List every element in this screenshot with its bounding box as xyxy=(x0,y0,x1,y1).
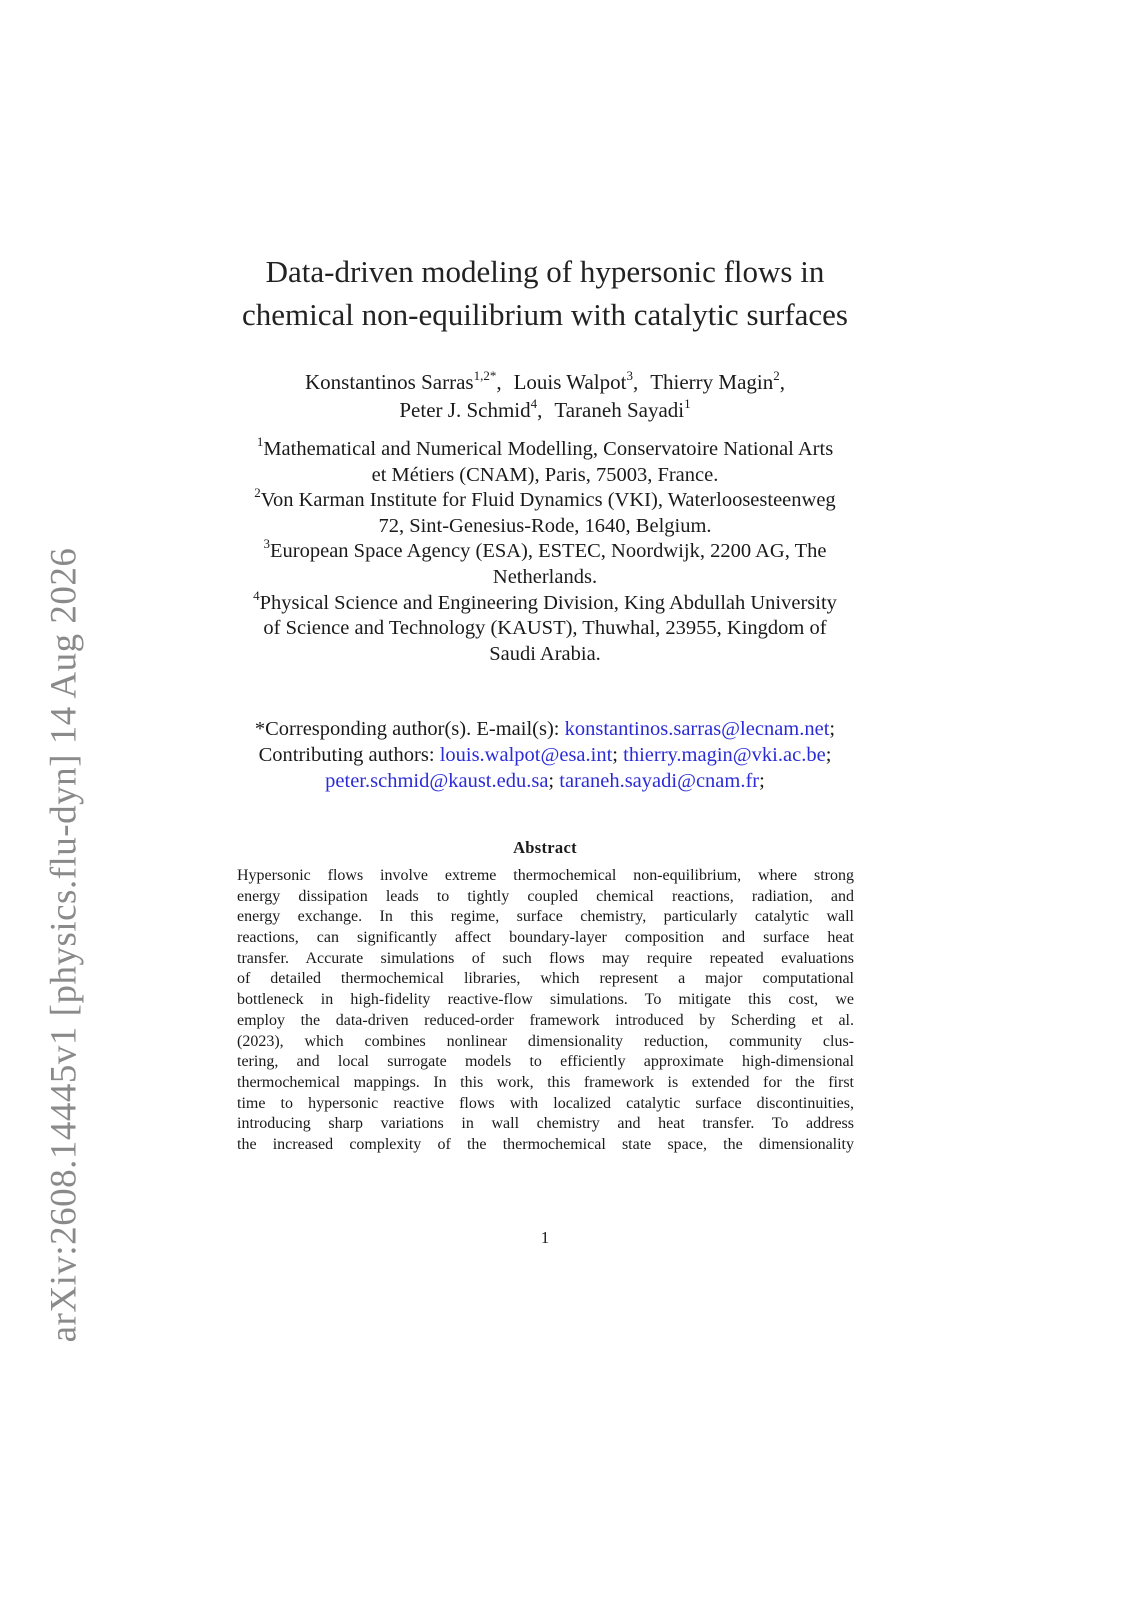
email-link[interactable]: louis.walpot@esa.int xyxy=(439,744,613,766)
correspondence-block: *Corresponding author(s). E-mail(s): konstantinos.sarras@lecnam.net; Contributing authors: louis.walpot@esa.int; thierry.magin@vki.ac.be; peter.schmid@kaust.edu.sa; taraneh.sayadi@cnam.fr; xyxy=(254,718,836,792)
author-affil-sup: 1 xyxy=(684,396,691,411)
author-name: Thierry Magin xyxy=(650,370,774,394)
arxiv-side-stamp: arXiv:2608.14445v1 [physics.flu-dyn] 14 Aug 2026 xyxy=(43,547,85,1343)
affiliation xyxy=(0,485,1090,539)
affiliation-line: 72, Sint-Genesius-Rode, 1640, Belgium. xyxy=(378,514,712,537)
author-name: Louis Walpot xyxy=(513,370,627,394)
abstract-line: energy exchange. In this regime, surface chemistry, particularly catalytic wall xyxy=(237,908,854,926)
author-line: Konstantinos Sarras$^{1,2*}$, Louis Walpot$^3$, Thierry Magin$^2$, xyxy=(305,368,785,394)
affiliation-line: Saudi Arabia. xyxy=(489,642,601,665)
abstract-line: employ the data-driven reduced-order framework introduced by Scherding et al. xyxy=(237,1011,854,1029)
contributing-label: Contributing authors: xyxy=(258,744,435,766)
abstract-line: tering, and local surrogate models to efficiently approximate high-dimensional xyxy=(237,1053,854,1071)
author-affil-sup: 2 xyxy=(773,368,780,383)
title-line: chemical non-equilibrium with catalytic surfaces xyxy=(242,297,848,332)
affiliation-line: Physical Science and Engineering Division, King Abdullah University xyxy=(259,591,837,614)
abstract-heading: Abstract xyxy=(513,838,577,857)
abstract-line: energy dissipation leads to tightly coupled chemical reactions, radiation, and xyxy=(237,887,854,905)
author-affil-sup: 3 xyxy=(626,368,633,383)
abstract-line: reactions, can significantly affect boundary-layer composition and surface heat xyxy=(237,929,854,947)
abstract-line: Hypersonic flows involve extreme thermochemical non-equilibrium, where strong xyxy=(237,867,854,884)
affiliation xyxy=(0,434,1090,488)
email-link[interactable]: peter.schmid@kaust.edu.sa xyxy=(325,770,549,792)
affiliation-sup: 2 xyxy=(254,485,261,501)
author-name: Konstantinos Sarras xyxy=(305,370,474,394)
abstract-line: introducing sharp variations in wall chemistry and heat transfer. To address xyxy=(237,1115,854,1133)
abstract-line: of detailed thermochemical libraries, which represent a major computational xyxy=(237,970,854,988)
affiliation-line: Mathematical and Numerical Modelling, Conservatoire National Arts xyxy=(263,438,834,460)
abstract-line: transfer. Accurate simulations of such flows may require repeated evaluations xyxy=(237,949,854,967)
affiliation-line: et Métiers (CNAM), Paris, 75003, France. xyxy=(371,463,719,486)
affiliation xyxy=(0,587,1090,668)
title-line: Data-driven modeling of hypersonic flows in xyxy=(265,254,825,289)
email-link[interactable]: konstantinos.sarras@lecnam.net xyxy=(564,718,830,740)
author-affil-sup: 1,2* xyxy=(473,368,497,383)
author-affil-sup: 4 xyxy=(530,396,538,411)
abstract-line: time to hypersonic reactive flows with localized catalytic surface discontinuities, xyxy=(237,1094,854,1112)
affiliation-sup: 3 xyxy=(263,536,271,552)
abstract-body xyxy=(237,866,854,1156)
affiliation-line: Von Karman Institute for Fluid Dynamics (VKI), Waterloosesteenweg xyxy=(260,489,836,512)
abstract-line: thermochemical mappings. In this work, this framework is extended for the first xyxy=(237,1073,854,1091)
affiliation-line: Netherlands. xyxy=(492,565,598,588)
affiliation xyxy=(0,536,1090,590)
affiliation-line: of Science and Technology (KAUST), Thuwhal, 23955, Kingdom of xyxy=(263,617,827,640)
author-name: Taraneh Sayadi xyxy=(554,398,685,422)
affiliation-sup: 4 xyxy=(253,587,260,603)
paper-title xyxy=(0,250,1090,336)
email-link[interactable]: taraneh.sayadi@cnam.fr xyxy=(559,770,760,792)
author-line: Peter J. Schmid$^4$, Taraneh Sayadi$^1$ xyxy=(399,396,691,422)
author-list xyxy=(0,368,1090,424)
corresponding-label: *Corresponding author(s). E-mail(s): xyxy=(254,718,560,740)
abstract-line: (2023), which combines nonlinear dimensionality reduction, community clus- xyxy=(237,1032,854,1050)
page-number: 1 xyxy=(540,1228,550,1247)
email-link[interactable]: thierry.magin@vki.ac.be xyxy=(623,744,826,766)
abstract-line: bottleneck in high-fidelity reactive-flow simulations. To mitigate this cost, we xyxy=(237,991,854,1009)
author-name: Peter J. Schmid xyxy=(399,398,531,422)
affiliation-list xyxy=(0,434,1090,667)
affiliation-sup: 1 xyxy=(256,434,264,449)
abstract-line: the increased complexity of the thermochemical state space, the dimensionality xyxy=(237,1135,854,1153)
affiliation-line: European Space Agency (ESA), ESTEC, Noordwijk, 2200 AG, The xyxy=(270,540,827,563)
